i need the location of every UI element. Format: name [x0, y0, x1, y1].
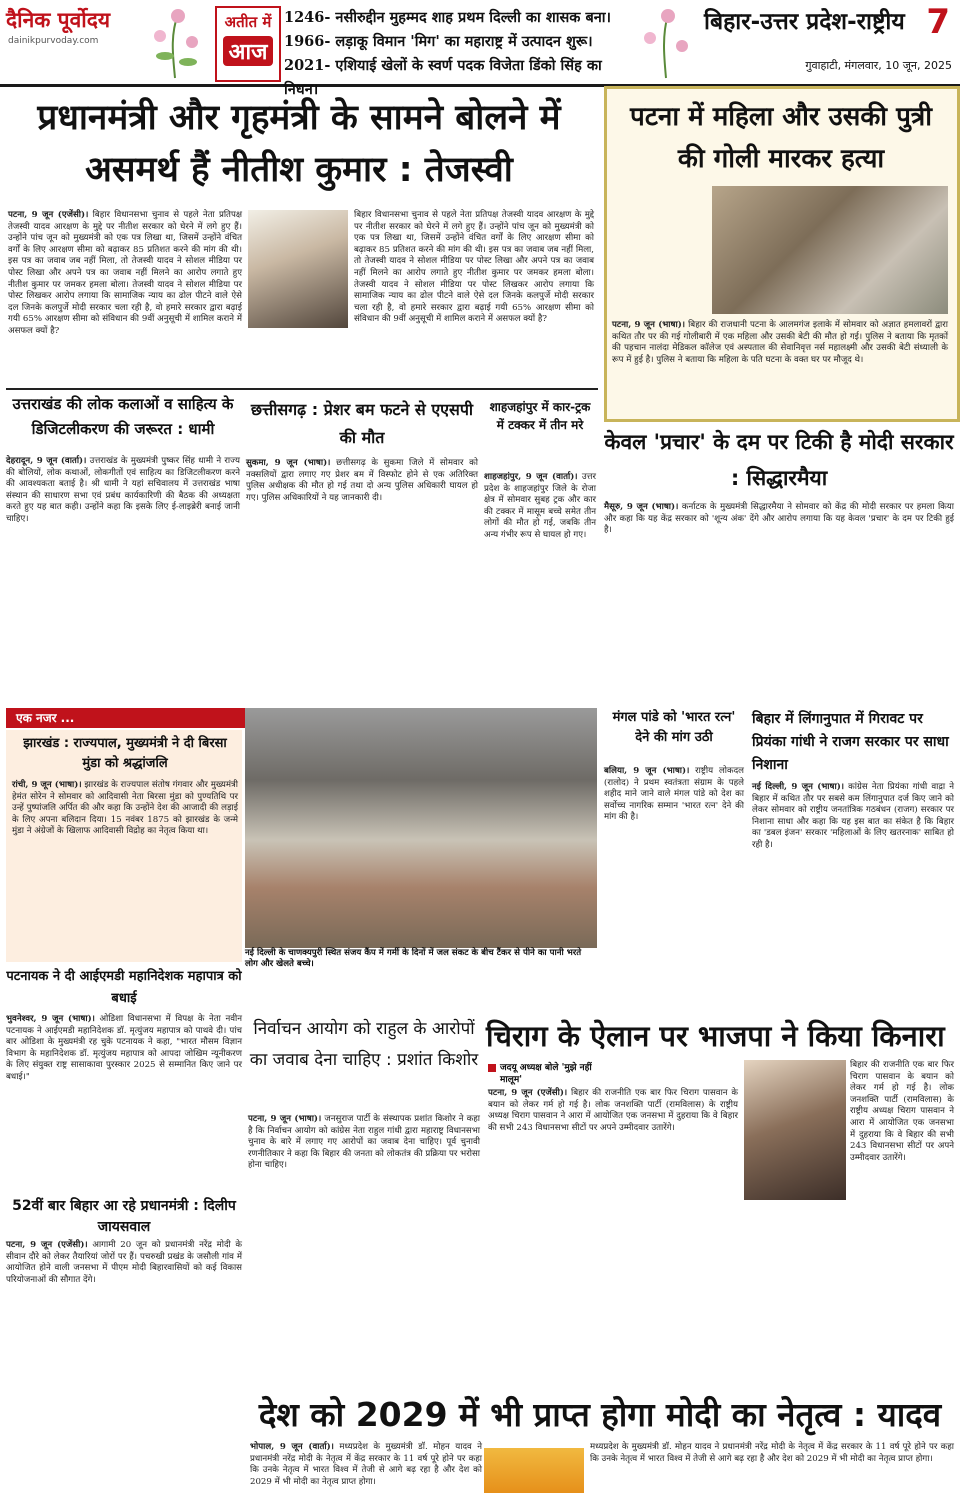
patnaik-headline[interactable]: पटनायक ने दी आईएमडी महानिदेशक महापात्र को बधाई — [6, 969, 242, 1006]
chirag-tag: जदयू अध्यक्ष बोले 'मुझे नहीं मालूम' — [500, 1063, 592, 1085]
priyanka-dateline: नई दिल्ली, 9 जून (भाषा)। — [752, 782, 845, 792]
mangal-pandey-headline[interactable]: मंगल पांडे को 'भारत रत्न' देने की मांग उठी — [612, 710, 736, 745]
history-item: 1246- नसीरुद्दीन मुहम्मद शाह प्रथम दिल्ली का शासक बना। — [284, 9, 612, 26]
prashant-text: जनसुराज पार्टी के संस्थापक प्रशांत किशोर ने कहा है कि निर्वाचन आयोग को कांग्रेस नेता राहुल गांधी द्वारा महाराष्ट्र विधानसभा चुनाव के बारे में लगाए गए आरोपों का जवाब देना चाहिए। पूर्व चुनावी रणनीतिकार ने कहा कि बिहार की जनता को लोकतंत्र की प्रक्रिया पर भरोसा होना चाहिए। — [248, 1114, 480, 1171]
chirag-text-continued: बिहार की राजनीति एक बार फिर चिराग पासवान के बयान को लेकर गर्म हो गई है। लोक जनशक्ति पार्टी (रामविलास) के राष्ट्रीय अध्यक्ष चिराग पासवान ने आरा में आयोजित एक जनसभा में दुहराया कि वे बिहार की सभी 243 विधानसभा सीटों पर अपने उम्मीदवार उतारेंगे। — [850, 1060, 954, 1163]
patnaik-dateline: भुवनेश्वर, 9 जून (भाषा)। — [6, 1014, 95, 1024]
jharkhand-dateline: रांची, 9 जून (भाषा)। — [12, 780, 82, 790]
ateet-badge — [215, 6, 281, 82]
page-number: 7 — [926, 2, 950, 42]
mangal-pandey-body — [604, 766, 744, 1008]
ateet-label: अतीत में — [224, 13, 272, 31]
divider — [6, 388, 598, 390]
shahjahanpur-dateline: शाहजहांपुर, 9 जून (वार्ता)। — [484, 472, 578, 482]
flower-decoration-icon — [636, 6, 696, 78]
uttarakhand-body — [6, 456, 240, 700]
siddaramaiah-dateline: मैसूरु, 9 जून (भाषा)। — [604, 502, 679, 512]
chirag-headline[interactable]: चिराग के ऐलान पर भाजपा ने किया किनारा — [486, 1019, 945, 1053]
lead-body-continued: बिहार विधानसभा चुनाव से पहले नेता प्रतिपक्ष तेजस्वी यादव आरक्षण के मुद्दे पर नीतीश सरकार को घेरने में लगे हुए हैं। उन्होंने पांच जून को मुख्यमंत्री को एक पत्र लिखा था, जिसमें उन्होंने वंचित वर्गों के लिए आरक्षण सीमा को बढ़ाकर 85 प्रतिशत करने की मांग की थी। इस पत्र का जवाब जब नहीं मिला, तो तेजस्वी यादव ने सोशल मीडिया पर पोस्ट लिखा और अपने पत्र का जवाब नहीं मिलने का आरोप लगाते हुए नीतीश कुमार पर जमकर हमला बोला। तेजस्वी यादव ने सोशल मीडिया पर पोस्ट लिखकर आरोप लगाया कि सामाजिक न्याय का ढोल पीटने वाले ऐसे दल जिनके कलपुर्जे मोदी सरकार चला रही है, वो हमारे सरकार द्वारा बढ़ाई गयी 65% आरक्षण सीमा को संविधान की 9वीं अनुसूची में शामिल कराने में असफल क्यों है? — [354, 210, 594, 325]
history-list — [284, 6, 634, 98]
mangal-pandey-text: राष्ट्रीय लोकदल (रालोद) ने प्रथम स्वतंत्रता संग्राम के पहले शहीद माने जाने वाले मंगल पांडे को देश का सर्वोच्च नागरिक सम्मान 'भारत रत्न' देने की मांग की है। — [604, 766, 744, 823]
police-photo — [712, 186, 948, 314]
pm-bihar-body — [6, 1240, 242, 1488]
edition-dateline: गुवाहाटी, मंगलवार, 10 जून, 2025 — [805, 59, 952, 72]
aaj-label: आज — [223, 36, 273, 66]
priyanka-headline[interactable]: बिहार में लिंगानुपात में गिरावट पर प्रियंका गांधी ने राजग सरकार पर साधा निशाना — [752, 711, 949, 773]
chhattisgarh-dateline: सुकमा, 9 जून (भाषा)। — [246, 458, 331, 468]
uttarakhand-dateline: देहरादून, 9 जून (वार्ता)। — [6, 456, 87, 466]
history-item: 2021- एशियाई खेलों के स्वर्ण पदक विजेता डिंको सिंह का निधन। — [284, 57, 602, 98]
tejashwi-photo — [248, 210, 348, 328]
lead-body-col-2 — [354, 210, 594, 386]
shahjahanpur-body — [484, 472, 596, 700]
patna-murder-dateline: पटना, 9 जून (भाषा)। — [612, 320, 686, 330]
chirag-body-right — [850, 1060, 954, 1384]
mangal-pandey-dateline: बलिया, 9 जून (भाषा)। — [604, 766, 690, 776]
patna-murder-headline[interactable]: पटना में महिला और उसकी पुत्री की गोली मारकर हत्या — [630, 102, 932, 174]
mohan-yadav-photo — [484, 1448, 584, 1493]
patnaik-body — [6, 1014, 242, 1192]
chhattisgarh-body — [246, 458, 478, 700]
section-title — [704, 4, 950, 54]
jharkhand-headline[interactable]: झारखंड : राज्यपाल, मुख्यमंत्री ने दी बिरसा मुंडा को श्रद्धांजलि — [23, 736, 227, 771]
yadav-headline[interactable]: देश को 2029 में भी प्राप्त होगा मोदी का नेतृत्व : यादव — [258, 1395, 942, 1434]
siddaramaiah-body — [604, 502, 954, 698]
yadav-text: मध्यप्रदेश के मुख्यमंत्री डॉ. मोहन यादव ने प्रधानमंत्री नरेंद्र मोदी के नेतृत्व में केंद्र सरकार के 11 वर्ष पूरे होने पर कहा कि उनके नेतृत्व में भारत विश्व में तेजी से आगे बढ़ रहा है और देश को 2029 में भी मोदी का नेतृत्व प्राप्त होगा। — [250, 1442, 483, 1487]
ek-najar-label: एक नजर ... — [6, 708, 248, 728]
chirag-body — [488, 1088, 738, 1384]
prashant-headline[interactable]: निर्वाचन आयोग को राहुल के आरोपों का जवाब देना चाहिए : प्रशांत किशोर — [249, 1019, 479, 1070]
prashant-body — [248, 1114, 480, 1384]
masthead — [0, 0, 960, 98]
jharkhand-body — [12, 780, 238, 958]
history-item: 1966- लड़ाकू विमान 'मिग' का महाराष्ट्र में उत्पादन शुरू। — [284, 33, 593, 50]
patna-murder-body — [612, 320, 948, 410]
yadav-text-continued: मध्यप्रदेश के मुख्यमंत्री डॉ. मोहन यादव ने प्रधानमंत्री नरेंद्र मोदी के नेतृत्व में केंद्र सरकार के 11 वर्ष पूरे होने पर कहा कि उनके नेतृत्व में भारत विश्व में तेजी से आगे बढ़ रहा है और देश को 2029 में भी मोदी का नेतृत्व प्राप्त होगा। — [590, 1442, 954, 1464]
chirag-photo — [744, 1060, 846, 1200]
chhattisgarh-text: छत्तीसगढ़ के सुकमा जिले में सोमवार को नक्सलियों द्वारा लगाए गए प्रेशर बम में विस्फोट होने से एक अतिरिक्त पुलिस अधीक्षक की मौत हो गई तथा दो अन्य पुलिस अधिकारी घायल हो गए। पुलिस अधिकारियों ने यह जानकारी दी। — [246, 458, 478, 503]
siddaramaiah-text: कर्नाटक के मुख्यमंत्री सिद्धारमैया ने सोमवार को केंद्र की मोदी सरकार पर हमला किया और कहा कि यह केंद्र सरकार को 'शून्य अंक' देंगे और आरोप लगाया कि यह केवल 'प्रचार' के दम पर टिकी हुई है। — [604, 502, 954, 536]
shahjahanpur-text: उत्तर प्रदेश के शाहजहांपुर जिले के रोजा क्षेत्र में सोमवार सुबह ट्रक और कार की टक्कर में मासूम बच्चे समेत तीन लोगों की मौत हो गई, जबकि तीन अन्य गंभीर रूप से घायल हो गए। — [484, 472, 597, 540]
shahjahanpur-headline[interactable]: शाहजहांपुर में कार-ट्रक में टक्कर में तीन मरे — [489, 400, 591, 432]
paper-url[interactable]: dainikpurvoday.com — [8, 36, 99, 46]
flower-decoration-icon — [140, 6, 210, 78]
yadav-dateline: भोपाल, 9 जून (वार्ता)। — [250, 1442, 334, 1452]
lead-dateline: पटना, 9 जून (एजेंसी)। — [8, 210, 89, 220]
section-name: बिहार-उत्तर प्रदेश-राष्ट्रीय — [704, 9, 905, 35]
chirag-dateline: पटना, 9 जून (एजेंसी)। — [488, 1088, 568, 1098]
water-crisis-photo — [245, 708, 597, 948]
pm-bihar-headline[interactable]: 52वीं बार बिहार आ रहे प्रधानमंत्री : दिलीप जायसवाल — [12, 1198, 236, 1235]
jharkhand-text: झारखंड के राज्यपाल संतोष गंगवार और मुख्यमंत्री हेमंत सोरेन ने सोमवार को आदिवासी नेता बिरसा मुंडा को पुण्यतिथि पर उन्हें पुष्पांजलि अर्पित की और कहा कि उन्होंने देश की आजादी की लड़ाई के लिए अपना बलिदान दिया। 15 नवंबर 1875 को झारखंड के जन्मे मुंडा ने अंग्रेजों के खिलाफ आदिवासी विद्रोह का नेतृत्व किया था। — [12, 780, 238, 837]
chhattisgarh-headline[interactable]: छत्तीसगढ़ : प्रेशर बम फटने से एएसपी की मौत — [250, 400, 474, 447]
photo-caption: नई दिल्ली के चाणक्यपुरी स्थित संजय कैंप में गर्मी के दिनों में जल संकट के बीच टैंकर से पीने का पानी भरते लोग और खेलते बच्चे। — [245, 948, 582, 969]
siddaramaiah-headline[interactable]: केवल 'प्रचार' के दम पर टिकी है मोदी सरकार : सिद्धारमैया — [604, 430, 954, 490]
lead-body-col-1 — [8, 210, 242, 386]
chirag-text: बिहार की राजनीति एक बार फिर चिराग पासवान के बयान को लेकर गर्म हो गई है। लोक जनशक्ति पार्टी (रामविलास) के राष्ट्रीय अध्यक्ष चिराग पासवान ने आरा में आयोजित एक जनसभा में दुहराया कि वे बिहार की सभी 243 विधानसभा सीटों पर अपने उम्मीदवार उतारेंगे। — [488, 1088, 738, 1133]
prashant-dateline: पटना, 9 जून (भाषा)। — [248, 1114, 322, 1124]
pm-bihar-dateline: पटना, 9 जून (एजेंसी)। — [6, 1240, 88, 1250]
tag-marker-icon — [488, 1064, 496, 1072]
lead-headline[interactable]: प्रधानमंत्री और गृहमंत्री के सामने बोलने में असमर्थ हैं नीतीश कुमार : तेजस्वी — [37, 98, 561, 190]
pm-bihar-text: आगामी 20 जून को प्रधानमंत्री नरेंद्र मोदी के सीवान दौरे को लेकर तैयारियां जोरों पर हैं। पचरुखी प्रखंड के जसौली गांव में आयोजित होने वाली जनसभा में पीएम मोदी बिहारवासियों को कई विकास परियोजनाओं की सौगात देंगे। — [6, 1240, 243, 1285]
priyanka-body — [752, 782, 954, 1008]
priyanka-text: कांग्रेस नेता प्रियंका गांधी वाद्रा ने बिहार में कथित तौर पर सबसे कम लिंगानुपात दर्ज किए जाने को लेकर सोमवार को राष्ट्रीय जनतांत्रिक गठबंधन (राजग) सरकार पर निशाना साधा और कहा कि यह इस बात का संकेत है कि बिहार का 'डबल इंजन' सरकार 'महिलाओं के लिए खतरनाक' साबित हो रही है। — [752, 782, 954, 850]
yadav-body-right — [590, 1442, 954, 1492]
patnaik-text: ओडिशा विधानसभा में विपक्ष के नेता नवीन पटनायक ने आईएमडी महानिदेशक डॉ. मृत्युंजय महापात्र को पाथवे दी। पांच बार ओडिशा के मुख्यमंत्री रह चुके पटनायक ने कहा, "भारत मौसम विज्ञान विभाग के महानिदेशक डॉ. मृत्युंजय महापात्र को आपदा जोखिम न्यूनीकरण के लिए संयुक्त राष्ट्र सासाकावा पुरस्कार 2025 से सम्मानित किए जाने पर बधाई।" — [6, 1014, 242, 1082]
uttarakhand-headline[interactable]: उत्तराखंड की लोक कलाओं व साहित्य के डिजिटलीकरण की जरूरत : धामी — [12, 395, 234, 438]
patna-murder-text: बिहार की राजधानी पटना के आलमगंज इलाके में सोमवार को अज्ञात हमलावरों द्वारा कथित तौर पर की गई गोलीबारी में एक महिला और उसकी बेटी की मौत हो गई। पुलिस ने बताया कि मृतकों की पहचान नालंदा मेडिकल कॉलेज एवं अस्पताल की सेवानिवृत्त नर्स महालक्ष्मी और उसकी बेटी संध्याली के रूप में हुई है। पुलिस ने बताया कि महिला के पति घटना के वक्त घर पर मौजूद थे। — [612, 320, 948, 365]
lead-body: बिहार विधानसभा चुनाव से पहले नेता प्रतिपक्ष तेजस्वी यादव आरक्षण के मुद्दे पर नीतीश सरकार को घेरने में लगे हुए हैं। उन्होंने पांच जून को मुख्यमंत्री को एक पत्र लिखा था, जिसमें उन्होंने वंचित वर्गों के लिए आरक्षण सीमा को बढ़ाकर 85 प्रतिशत करने की मांग की थी। इस पत्र का जवाब जब नहीं मिला, तो तेजस्वी यादव ने सोशल मीडिया पर पोस्ट लिखा और अपने पत्र का जवाब नहीं मिलने का आरोप लगाते हुए नीतीश कुमार पर जमकर हमला बोला। तेजस्वी यादव ने सोशल मीडिया पर पोस्ट लिखकर आरोप लगाया कि सामाजिक न्याय का ढोल पीटने वाले ऐसे दल जिनके कलपुर्जे मोदी सरकार चला रही है, वो हमारे सरकार द्वारा बढ़ाई गयी 65% आरक्षण सीमा को संविधान की 9वीं अनुसूची में शामिल कराने में असफल क्यों है? — [8, 210, 243, 336]
uttarakhand-text: उत्तराखंड के मुख्यमंत्री पुष्कर सिंह धामी ने राज्य की बोलियों, लोक कथाओं, लोकगीतों एवं साहित्य का डिजिटलीकरण करने की आवश्यकता बताई है। श्री धामी ने यहां सचिवालय में उत्तराखंड भाषा संस्थान की साधारण सभा एवं प्रबंध कार्यकारिणी की बैठक की अध्यक्षता करते हुए यह बात कही। उन्होंने कहा कि इसके लिए ई-लाइब्रेरी बनाई जानी चाहिए। — [6, 456, 241, 524]
yadav-body — [250, 1442, 482, 1492]
paper-name: दैनिक पूर्वोदय — [6, 8, 111, 32]
